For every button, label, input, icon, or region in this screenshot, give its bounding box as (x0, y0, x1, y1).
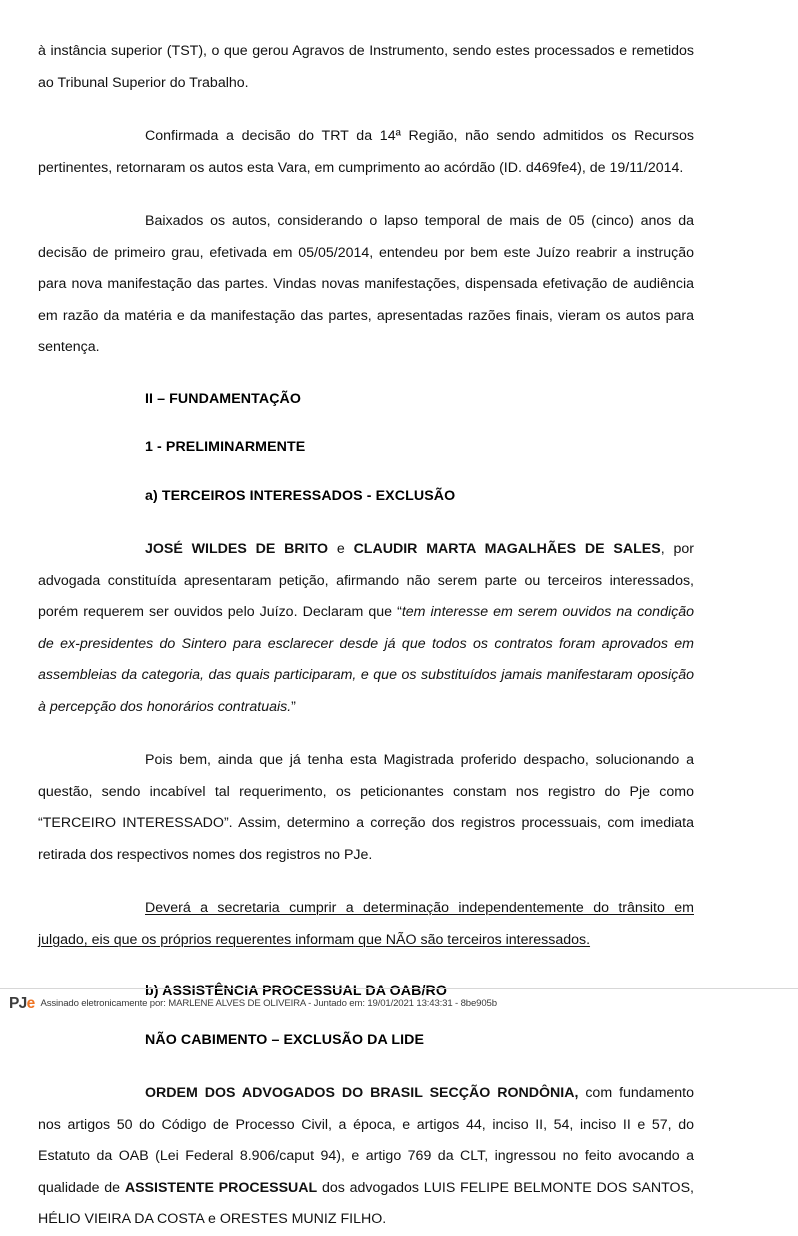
paragraph-oab-ingresso (38, 1078, 694, 1236)
entity-name-oab-rondonia: ORDEM DOS ADVOGADOS DO BRASIL SECÇÃO RONDÔNIA, (145, 1085, 579, 1101)
paragraph-baixados-autos: Baixados os autos, considerando o lapso temporal de mais de 05 (cinco) anos da decisão de primeiro grau, efetivada em 05/05/2014, entendeu por bem este Juízo reabrir a instrução para nova manifestação das partes. Vindas novas manifestações, dispensada efetivação de audiência em razão da matéria e da manifestação das partes, apresentadas razões finais, vieram os autos para sentença. (38, 213, 694, 355)
pje-logo (9, 996, 34, 1011)
paragraph-instancia-superior: à instância superior (TST), o que gerou Agravos de Instrumento, sendo estes processados e remetidos ao Tribunal Superior do Trabalho. (38, 43, 694, 91)
paragraph-oab-tail: dos advogados LUIS FELIPE BELMONTE DOS SANTOS, HÉLIO VIEIRA DA COSTA e ORESTES MUNIZ FILHO. (38, 1179, 694, 1227)
heading-preliminarmente: 1 - PRELIMINARMENTE (145, 439, 306, 455)
quoted-declaration: tem interesse em serem ouvidos na condição de ex-presidentes do Sintero para esclarecer desde já que todos os contratos foram aprovados em assembleias da categoria, das quais participaram, e que os substituídos jamais manifestaram oposição à percepção dos honorários contratuais. (38, 604, 694, 715)
heading-terceiros-interessados: a) TERCEIROS INTERESSADOS - EXCLUSÃO (145, 487, 456, 504)
paragraph-secretaria-cumprir: Deverá a secretaria cumprir a determinação independentemente do trânsito em julgado, eis que os próprios requerentes informam que NÃO são terceiros interessados. (38, 900, 694, 948)
heading-fundamentacao: II – FUNDAMENTAÇÃO (145, 390, 302, 407)
pje-logo-pj-text: PJ (9, 995, 27, 1012)
heading-nao-cabimento: NÃO CABIMENTO – EXCLUSÃO DA LIDE (145, 1031, 425, 1048)
paragraph-terceiros-after-names: , por advogada constituída apresentaram petição, afirmando não serem parte ou terceiros interessados, porém requerem ser ouvidos pelo Juízo. Declaram que (38, 541, 694, 620)
document-body (38, 36, 694, 1236)
pje-logo-e-text: e (26, 995, 35, 1012)
party-name-jose-wildes: JOSÉ WILDES DE BRITO (145, 541, 329, 557)
paragraph-terceiros-peticao (38, 534, 694, 723)
role-assistente-processual: ASSISTENTE PROCESSUAL (124, 1179, 318, 1196)
paragraph-oab-middle: com fundamento nos artigos 50 do Código de Processo Civil, a época, e artigos 44, inciso II, 54, inciso II e 57, do Estatuto da OAB (Lei Federal 8.906/caput 94), e artigo 769 da CLT, ingressou no feito avocando a qualidade de (38, 1085, 695, 1196)
electronic-signature-text: Assinado eletronicamente por: MARLENE ALVES DE OLIVEIRA - Juntado em: 19/01/2021 13:43:31 - 8be905b (40, 997, 497, 1009)
conjunction-text: e (328, 541, 354, 557)
page-footer (0, 988, 798, 1024)
paragraph-pois-bem: Pois bem, ainda que já tenha esta Magistrada proferido despacho, solucionando a questão, sendo incabível tal requerimento, os peticionantes constam nos registro do Pje como “TERCEIRO INTERESSADO”. Assim, determino a correção dos registros processuais, com imediata retirada dos respectivos nomes dos registros no PJe. (38, 752, 694, 863)
open-quote-mark: “ (397, 604, 402, 620)
heading-assistencia-processual: b) ASSISTÊNCIA PROCESSUAL DA OAB/RO (145, 983, 447, 999)
paragraph-confirmada-decisao: Confirmada a decisão do TRT da 14ª Região, não sendo admitidos os Recursos pertinentes, retornaram os autos esta Vara, em cumprimento ao acórdão (ID. d469fe4), de 19/11/2014. (38, 128, 694, 176)
footer-content (0, 989, 798, 1011)
party-name-claudir-marta: CLAUDIR MARTA MAGALHÃES DE SALES (353, 541, 661, 557)
close-quote-mark: ” (291, 698, 296, 715)
